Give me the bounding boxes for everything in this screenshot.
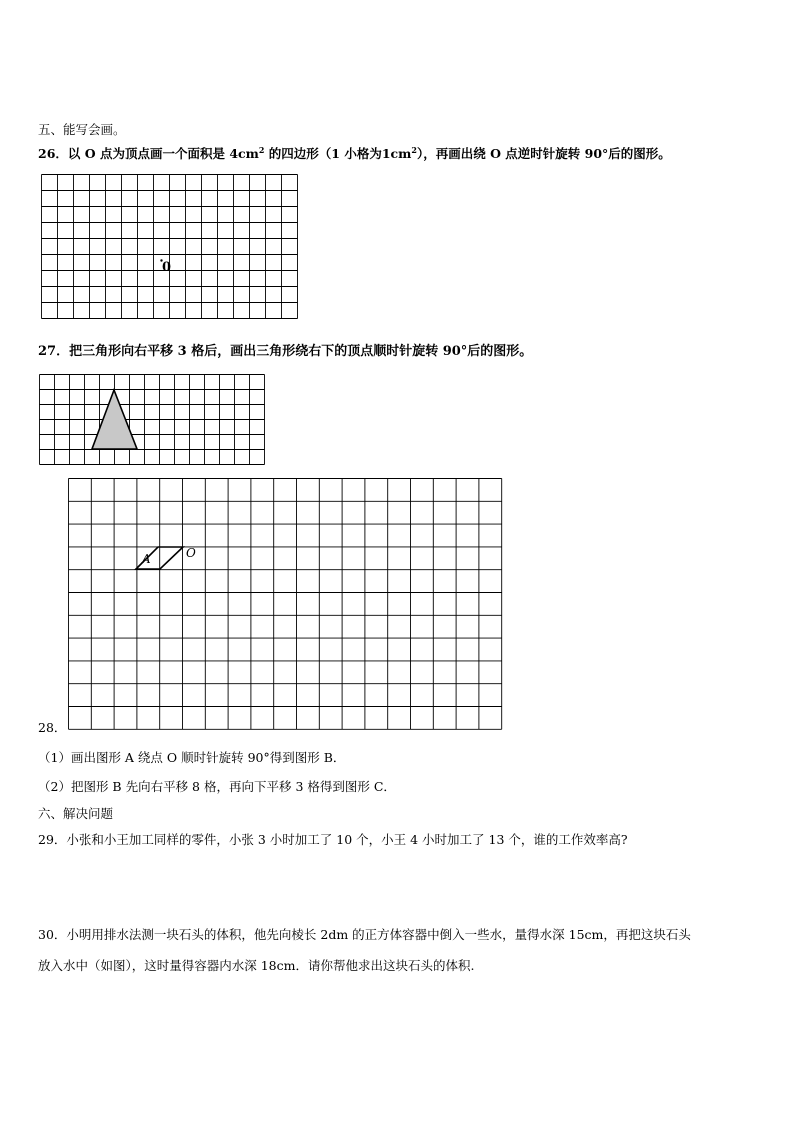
q26-superscript-1: 2 <box>258 144 265 155</box>
q26-text-part3: ），再画出绕 O 点逆时针旋转 90°后的图形。 <box>416 146 671 161</box>
q28-point-o-label: O <box>186 546 196 560</box>
section-six-title: 六、解决问题 <box>38 806 114 821</box>
q26-text-part2: 的四边形（1 小格为1cm <box>264 146 412 161</box>
grid-lines <box>42 175 298 319</box>
question-30-line-1: 30．小明用排水法测一块石头的体积，他先向棱长 2dm 的正方体容器中倒入一些水，量得水深 15cm，再把这块石头 <box>38 927 691 942</box>
question-28-part-1: （1）画出图形 A 绕点 O 顺时针旋转 90°得到图形 B． <box>38 750 346 765</box>
question-27-text: 27．把三角形向右平移 3 格后，画出三角形绕右下的顶点顺时针旋转 90°后的图形。 <box>38 344 533 359</box>
q26-text-part1: 26．以 O 点为顶点画一个面积是 4cm <box>38 146 259 161</box>
question-27-grid[interactable] <box>39 374 279 464</box>
question-29-text: 29．小张和小王加工同样的零件，小张 3 小时加工了 10 个，小王 4 小时加工了 13 个，谁的工作效率高? <box>38 832 628 847</box>
section-five-title: 五、能写会画。 <box>38 122 126 137</box>
question-26-grid[interactable] <box>41 174 298 328</box>
grid-lines <box>69 479 502 730</box>
q28-shape-a-label: A <box>142 552 151 566</box>
question-30-line-2: 放入水中（如图），这时量得容器内水深 18cm．请你帮他求出这块石头的体积. <box>38 958 475 973</box>
question-28-grid[interactable] <box>68 478 502 733</box>
q26-superscript-2: 2 <box>411 144 417 155</box>
question-28-part-2: （2）把图形 B 先向右平移 8 格，再向下平移 3 格得到图形 C． <box>38 779 396 794</box>
question-26-text <box>38 146 671 162</box>
q26-point-o-label: 0 <box>162 260 172 275</box>
question-28-number: 28． <box>38 720 67 735</box>
grid-lines <box>40 375 265 465</box>
